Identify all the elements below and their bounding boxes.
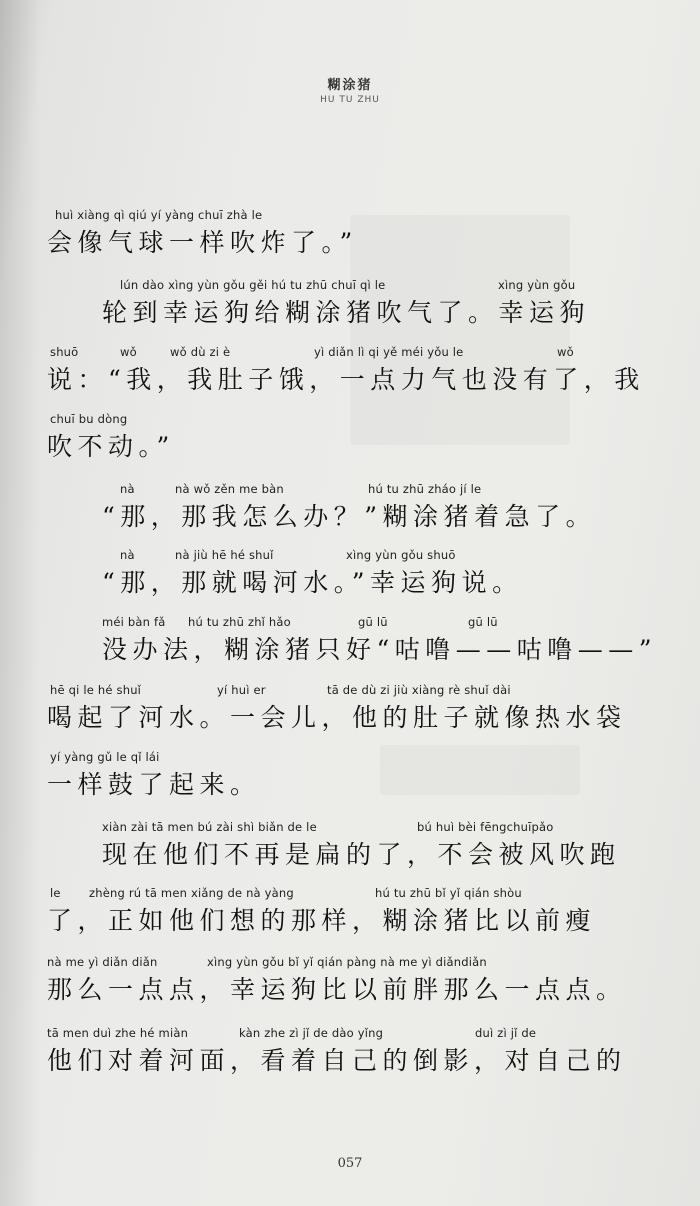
pinyin-annotation: tā men duì zhe hé miàn: [47, 1026, 189, 1040]
chinese-text: 了，正如他们想的那样，糊涂猪比以前瘦: [47, 906, 597, 935]
pinyin-annotation: duì zì jǐ de: [475, 1026, 537, 1040]
chinese-text: 那么一点点，幸运狗比以前胖那么一点点。: [47, 975, 627, 1004]
pinyin-annotation: hú tu zhū zhǐ hǎo: [188, 615, 291, 629]
chinese-text: 现在他们不再是扁的了，不会被风吹跑: [102, 840, 621, 869]
pinyin-annotation: chuī bu dòng: [50, 412, 128, 426]
pinyin-annotation: tā de dù zi jiù xiàng rè shuǐ dài: [327, 683, 511, 697]
pinyin-annotation: shuō: [50, 345, 79, 359]
pinyin-annotation: wǒ: [120, 345, 137, 359]
book-title: 糊涂猪: [327, 78, 373, 93]
pinyin-annotation: hē qi le hé shuǐ: [50, 683, 142, 697]
chinese-text: 轮到幸运狗给糊涂猪吹气了。幸运狗: [102, 298, 591, 327]
show-through-illustration: [350, 215, 570, 445]
running-header: [0, 74, 700, 105]
pinyin-annotation: gū lū: [468, 615, 498, 629]
pinyin-annotation: hú tu zhū zháo jí le: [368, 482, 482, 496]
pinyin-annotation: gū lū: [358, 615, 388, 629]
pinyin-annotation: xìng yùn gǒu: [498, 278, 576, 292]
spine-shadow: [0, 0, 40, 1206]
pinyin-annotation: wǒ dù zi è: [170, 345, 231, 359]
chinese-text: “那，那就喝河水。”幸运狗说。: [102, 568, 523, 597]
chinese-text: 没办法，糊涂猪只好“咕噜——咕噜——”: [102, 635, 658, 664]
pinyin-annotation: yí yàng gǔ le qǐ lái: [50, 750, 160, 764]
pinyin-annotation: bú huì bèi fēngchuīpǎo: [417, 820, 554, 834]
pinyin-annotation: kàn zhe zì jǐ de dào yǐng: [239, 1026, 384, 1040]
pinyin-annotation: hú tu zhū bǐ yǐ qián shòu: [375, 886, 522, 900]
page-number: 057: [337, 1156, 363, 1171]
chinese-text: 会像气球一样吹炸了。”: [47, 228, 358, 257]
pinyin-annotation: lún dào xìng yùn gǒu gěi hú tu zhū chuī qì le: [120, 278, 386, 292]
pinyin-annotation: xìng yùn gǒu bǐ yǐ qián pàng nà me yì diǎndiǎn: [207, 955, 487, 969]
chinese-text: 说：“我，我肚子饿，一点力气也没有了，我: [47, 365, 645, 394]
chinese-text: 喝起了河水。一会儿，他的肚子就像热水袋: [47, 703, 627, 732]
chinese-text: 一样鼓了起来。: [47, 770, 261, 799]
pinyin-annotation: xìng yùn gǒu shuō: [346, 548, 456, 562]
pinyin-annotation: nà wǒ zěn me bàn: [175, 482, 284, 496]
pinyin-annotation: nà jiù hē hé shuǐ: [175, 548, 274, 562]
chinese-text: 吹不动。”: [47, 432, 175, 461]
pinyin-annotation: le: [50, 886, 61, 900]
show-through-text: [380, 745, 580, 795]
pinyin-annotation: wǒ: [557, 345, 574, 359]
pinyin-annotation: nà me yì diǎn diǎn: [47, 955, 158, 969]
chinese-text: “那，那我怎么办？”糊涂猪着急了。: [102, 502, 597, 531]
pinyin-annotation: huì xiàng qì qiú yí yàng chuī zhà le: [55, 208, 263, 222]
pinyin-annotation: yí huì er: [217, 683, 266, 697]
pinyin-annotation: yì diǎn lì qi yě méi yǒu le: [314, 345, 464, 359]
pinyin-annotation: nà: [120, 482, 135, 496]
pinyin-annotation: méi bàn fǎ: [102, 615, 166, 629]
pinyin-annotation: zhèng rú tā men xiǎng de nà yàng: [89, 886, 294, 900]
pinyin-annotation: xiàn zài tā men bú zài shì biǎn de le: [102, 820, 317, 834]
chinese-text: 他们对着河面，看着自己的倒影，对自己的: [47, 1046, 627, 1075]
book-title-pinyin: HU TU ZHU: [320, 95, 380, 105]
pinyin-annotation: nà: [120, 548, 135, 562]
